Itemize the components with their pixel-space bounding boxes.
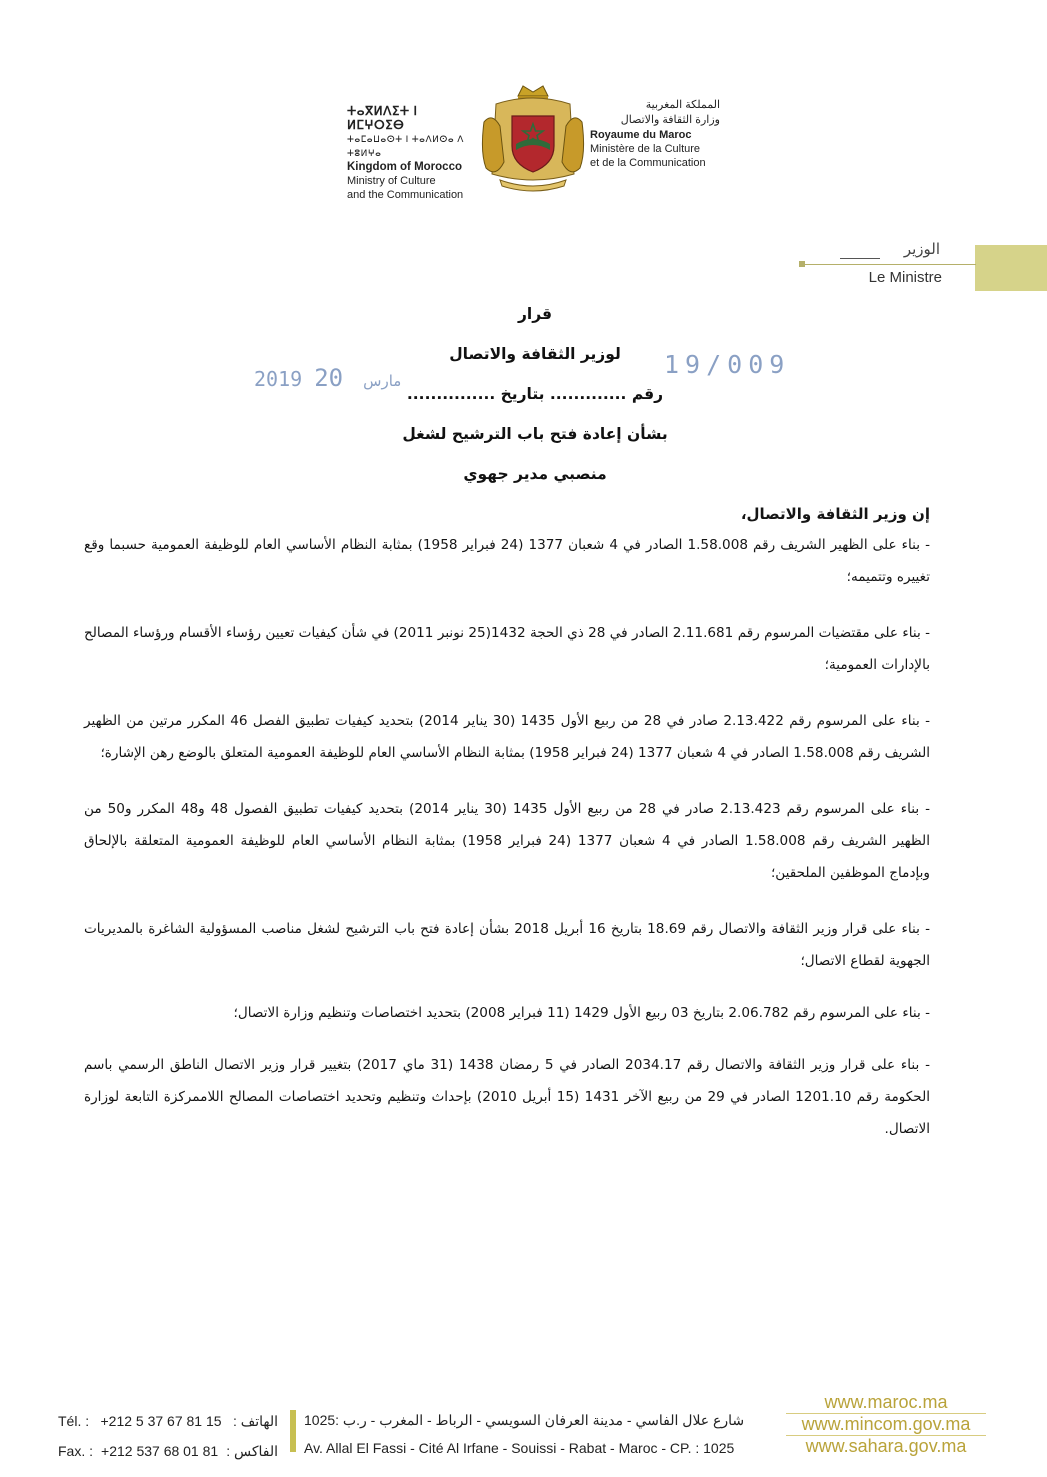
decision-title: قرار [517,305,553,323]
tel-label-ar: الهاتف : [232,1413,278,1429]
address-ar: شارع علال الفاسي - مدينة العرفان السويسي - الرباط - المغرب - ر.ب :1025 [304,1412,745,1428]
footer-divider [290,1410,296,1452]
stamp-date [254,364,401,392]
body-paragraph: - بناء على الظهير الشريف رقم 1.58.008 الصادر في 4 شعبان 1377 (24 فبراير 1958) بمثابة النظام الأساسي العام للوظيفة العمومية حسبما وقع تغييره وتتميمه؛ [84,537,931,585]
body-paragraph: - بناء على المرسوم رقم 2.06.782 بتاريخ 03 ربيع الأول 1429 (11 فبراير 2008) بتحديد اختصاصات وتنظيم وزارة الاتصال؛ [233,1005,930,1021]
minister-label-fr: Le Ministre [868,269,942,286]
fax-label-fr: Fax. : [58,1443,94,1459]
stamp-decision-number: 19/009 [664,350,791,379]
decision-minister-line: لوزير الثقافة والاتصال [449,345,621,363]
body-paragraph: - بناء على المرسوم رقم 2.13.423 صادر في 28 من ربيع الأول 1435 (30 يناير 2014) بتحديد كيفيات تطبيق الفصول 48 و48 المكرر و50 من الظهير الشريف رقم 1.58.008 الصادر في 4 شعبان 1377 (24 فبراير 1958) بمثابة النظام الأساسي العام للوظيفة العمومية المتعلقة بالإلحاق وبإدماج الموظفين الملحقين؛ [84,801,931,881]
tifinagh-kingdom: ⵜⴰⴳⵍⴷⵉⵜ ⵏ ⵍⵎⵖⵔⵉⴱ [347,104,418,132]
ar-kingdom: المملكة المغربية [645,99,720,111]
fax-label-ar: الفاكس : [226,1443,278,1459]
en-kingdom: Kingdom of Morocco [347,161,462,173]
decision-subject-line: بشأن إعادة فتح باب الترشيح لشغل [402,425,668,443]
minister-rule [800,264,976,265]
fr-ministry: Ministère de la Culture [590,143,701,155]
footer-address [304,1406,754,1462]
footer-tel-row [58,1406,278,1436]
footer-fax-row [58,1436,278,1466]
footer-websites [786,1392,986,1457]
body-intro: إن وزير الثقافة والاتصال، [740,505,930,523]
body-paragraph: - بناء على مقتضيات المرسوم رقم 2.11.681 الصادر في 28 ذي الحجة 1432(25 نونبر 2011) في شأن كيفيات تعيين رؤساء الأقسام ورؤساء المصالح بالإدارات العمومية؛ [84,625,931,673]
body-paragraph: - بناء على قرار وزير الثقافة والاتصال رقم 2034.17 الصادر في 5 رمضان 1438 (31 ماي 2017) بتغيير قرار وزير الاتصال الناطق الرسمي باسم الحكومة رقم 1201.10 الصادر في 29 من ربيع الآخر 1431 (15 أبريل 2010) بإحداث وتنظيم وتحديد اختصاصات المصالح اللاممركزة التابعة لوزارة الاتصال. [84,1057,930,1137]
stamp-date-day: 20 [314,364,344,392]
website-link[interactable]: www.sahara.gov.ma [805,1436,967,1456]
letterhead-right [590,98,720,170]
decision-subject-line-2: منصبي مدير جهوي [463,465,607,483]
en-ministry: Ministry of Culture [347,175,436,187]
fr-kingdom: Royaume du Maroc [590,129,692,141]
coat-of-arms-emblem [478,82,588,194]
minister-ar-underline [840,258,880,259]
tel-label-fr: Tél. : [58,1413,90,1429]
stamp-date-year: 2019 [254,367,303,391]
footer-contact [58,1406,278,1466]
body-paragraph: - بناء على قرار وزير الثقافة والاتصال رقم 18.69 بتاريخ 16 أبريل 2018 بشأن إعادة فتح باب الترشيح لشغل مناصب المسؤولية الشاغرة بالمديريات الجهوية لقطاع الاتصال؛ [84,921,931,969]
tifinagh-ministry: ⵜⴰⵎⴰⵡⴰⵙⵜ ⵏ ⵜⴰⴷⵍⵙⴰ ⴷ ⵜⵓⵍⵖⴰ [347,134,464,158]
website-link[interactable]: www.maroc.ma [786,1392,986,1414]
fax-number: +212 537 68 01 81 [101,1443,219,1459]
fr-ministry-2: et de la Communication [590,157,706,169]
decision-number-date-line: رقم ............. بتاريخ ............... [406,385,664,403]
minister-rule-dot [799,261,805,267]
letterhead-left [347,104,477,202]
stamp-date-month: مارس [363,372,402,390]
minister-color-block [975,245,1047,291]
address-fr: Av. Allal El Fassi - Cité Al Irfane - Souissi - Rabat - Maroc - CP. : 1025 [304,1440,735,1456]
en-ministry-2: and the Communication [347,189,464,201]
body-paragraph: - بناء على المرسوم رقم 2.13.422 صادر في 28 من ربيع الأول 1435 (30 يناير 2014) بتحديد كيفيات تطبيق الفصل 46 المكرر مرتين من الظهير الشريف رقم 1.58.008 الصادر في 4 شعبان 1377 (24 فبراير 1958) بمثابة النظام الأساسي العام للوظيفة العمومية المتعلق بالوضع رهن الإشارة؛ [84,713,930,761]
tel-number: +212 5 37 67 81 15 [100,1413,222,1429]
minister-label-ar: الوزير [903,240,940,258]
website-link[interactable]: www.mincom.gov.ma [786,1414,986,1436]
ar-ministry: وزارة الثقافة والاتصال [620,114,720,126]
decision-body [84,505,930,1169]
